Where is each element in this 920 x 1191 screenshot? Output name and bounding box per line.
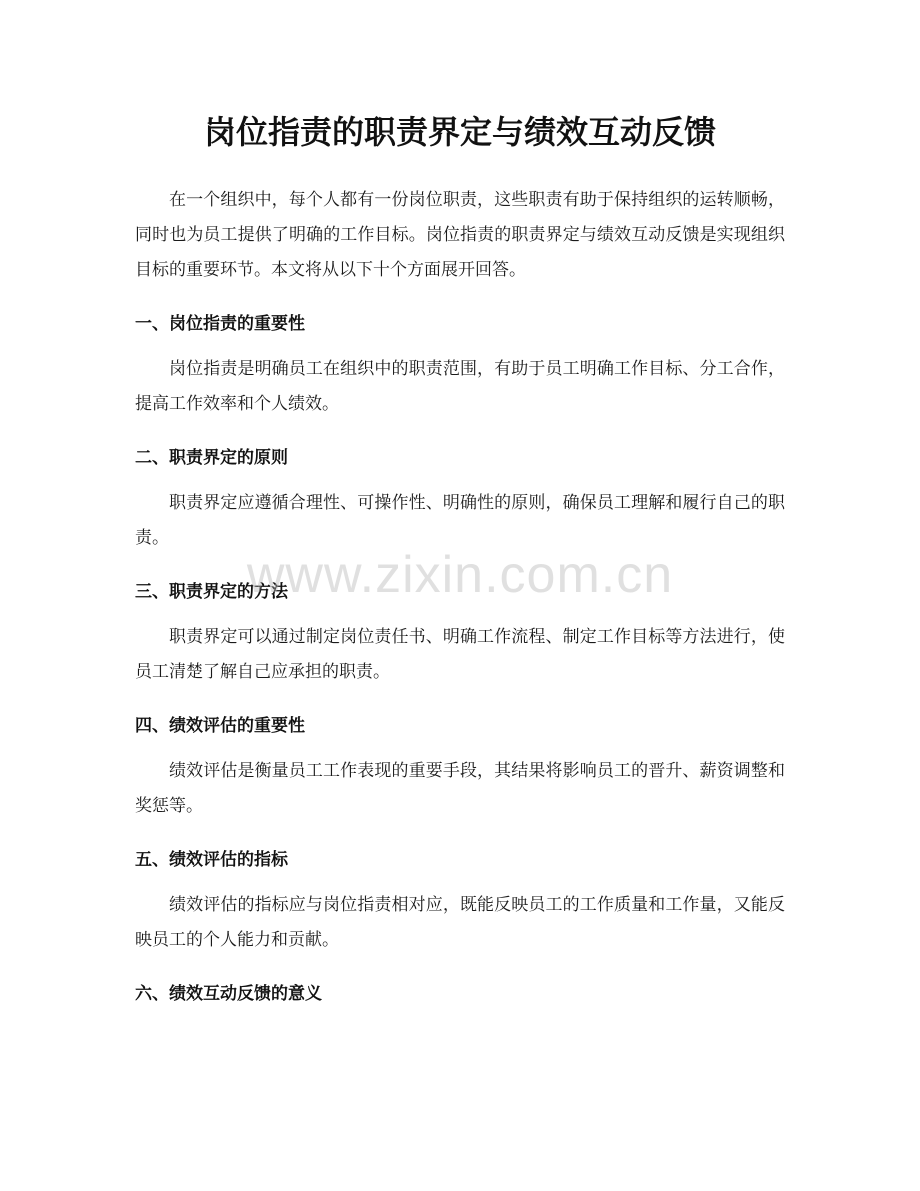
watermark: www.zixin.com.cn [246, 546, 674, 604]
section-paragraph-3: 职责界定可以通过制定岗位责任书、明确工作流程、制定工作目标等方法进行，使员工清楚了解自己应承担的职责。 [135, 627, 785, 682]
section-paragraph-1: 岗位指责是明确员工在组织中的职责范围，有助于员工明确工作目标、分工合作，提高工作效率和个人绩效。 [135, 359, 785, 414]
section-heading-3: 三、职责界定的方法 [135, 582, 288, 602]
document-title: 岗位指责的职责界定与绩效互动反馈 [203, 113, 716, 151]
section-paragraph-5: 绩效评估的指标应与岗位指责相对应，既能反映员工的工作质量和工作量，又能反映员工的个人能力和贡献。 [135, 895, 785, 950]
intro-paragraph: 在一个组织中，每个人都有一份岗位职责，这些职责有助于保持组织的运转顺畅，同时也为员工提供了明确的工作目标。岗位指责的职责界定与绩效互动反馈是实现组织目标的重要环节。本文将从以下十个方面展开回答。 [135, 190, 785, 280]
section-heading-2: 二、职责界定的原则 [135, 448, 288, 468]
section-paragraph-2: 职责界定应遵循合理性、可操作性、明确性的原则，确保员工理解和履行自己的职责。 [135, 493, 785, 548]
section-heading-5: 五、绩效评估的指标 [135, 850, 288, 870]
section-heading-6: 六、绩效互动反馈的意义 [135, 984, 322, 1004]
document-body [135, 183, 785, 1022]
section-heading-4: 四、绩效评估的重要性 [135, 716, 305, 736]
section-paragraph-4: 绩效评估是衡量员工工作表现的重要手段，其结果将影响员工的晋升、薪资调整和奖惩等。 [135, 761, 785, 816]
section-heading-1: 一、岗位指责的重要性 [135, 314, 305, 334]
